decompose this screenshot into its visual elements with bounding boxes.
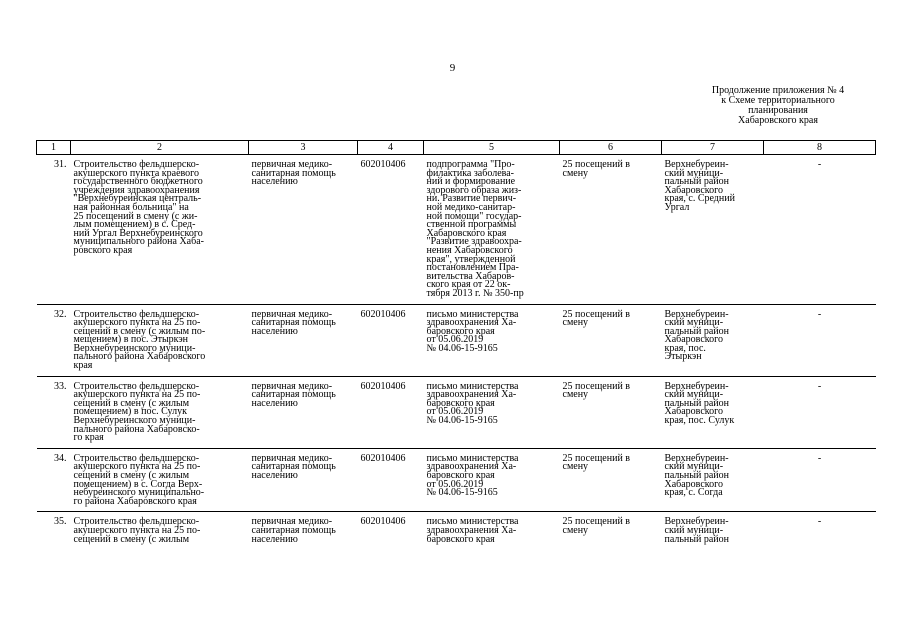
cell-line: № 04.06-15-9165 <box>426 415 498 427</box>
cell-line: 25 посещений в смену (с жи- <box>73 210 198 222</box>
cell-line: края, пос. Сулук <box>664 415 735 427</box>
cell-line: сещений в смену (с жилым <box>73 397 190 409</box>
object-type <box>249 304 358 376</box>
cell-line: края <box>73 360 93 372</box>
row-number: 35. <box>54 516 67 528</box>
basis-document <box>424 155 560 305</box>
object-code: 602010406 <box>358 155 424 305</box>
cell-line: ский муници- <box>664 461 724 473</box>
cell-line: Хабаровского <box>664 478 723 490</box>
cell-line: санитарная помощь <box>251 167 336 179</box>
cell-line: помещением) в пос. Сулук <box>73 406 187 418</box>
object-type <box>249 512 358 549</box>
object-capacity <box>560 512 662 549</box>
cell-line: акушерского пункта на 25 по- <box>73 389 201 401</box>
cell-line: ский муници- <box>664 167 724 179</box>
column-header: 8 <box>764 141 876 155</box>
cell-line: учреждения здравоохранения <box>73 184 200 196</box>
column-header: 3 <box>249 141 358 155</box>
cell-line: края, с. Согда <box>664 487 723 499</box>
cell-line: ский муници- <box>664 389 724 401</box>
cell-line: ной медико-санитар- <box>426 201 516 213</box>
table-row <box>37 448 876 512</box>
cell-line: постановлением Пра- <box>426 262 519 274</box>
row-number: 33. <box>37 376 71 448</box>
cell-line: населению <box>251 533 298 545</box>
object-code: 602010406 <box>358 376 424 448</box>
column-header: 7 <box>662 141 764 155</box>
cell-line: Хабаровского края <box>426 227 507 239</box>
cell-line: 25 посещений в <box>562 516 631 528</box>
cell-line: ний и формирование <box>426 176 516 188</box>
cell-line: смену <box>562 461 589 473</box>
cell-line: баровского края <box>426 397 495 409</box>
cell-line: Хабаровского <box>664 184 723 196</box>
cell-line: Верхнебуреин- <box>664 159 729 170</box>
cell-line: баровского края <box>426 470 495 481</box>
column-8-value: - <box>764 448 876 512</box>
cell-line: сещений в смену (с жилым <box>73 470 190 481</box>
cell-line: мещением) в пос. Этыркэн <box>73 334 189 346</box>
cell-line: Этыркэн <box>664 351 702 363</box>
cell-line: Верхнебуреинского муници- <box>73 415 196 427</box>
basis-document <box>424 448 560 512</box>
cell-line: № 04.06-15-9165 <box>426 342 498 354</box>
cell-line: Верхнебуреин- <box>664 516 729 528</box>
cell-line: акушерского пункта на 25 по- <box>73 317 201 329</box>
cell-line: ной помощи" государ- <box>426 210 522 222</box>
column-header: 1 <box>37 141 71 155</box>
basis-document <box>424 512 560 549</box>
row-number: 32. <box>37 304 71 376</box>
cell-line: письмо министерства <box>426 516 519 528</box>
appendix-caption <box>690 86 866 126</box>
cell-line: Строительство фельдшерско- <box>73 308 200 320</box>
cell-line: первичная медико- <box>251 452 333 464</box>
header-row <box>37 141 876 155</box>
cell-line: акушерского пункта на 25 по- <box>73 461 201 473</box>
cell-line: края", утвержденной <box>426 253 516 265</box>
basis-document <box>424 376 560 448</box>
cell-line: населению <box>251 176 298 188</box>
cell-line: населению <box>251 470 298 481</box>
table-row <box>37 304 876 376</box>
cell-line: "Развитие здравоохра- <box>426 236 522 248</box>
table-header <box>37 141 876 155</box>
cell-line: Хабаровского <box>664 334 723 346</box>
cell-line: здравоохранения Ха- <box>426 317 517 329</box>
object-code: 602010406 <box>358 304 424 376</box>
cell-line: Строительство фельдшерско- <box>73 159 200 170</box>
cell-line: Верхнебуреин- <box>664 452 729 464</box>
cell-line: санитарная помощь <box>251 389 336 401</box>
cell-line: пальный район <box>664 176 729 188</box>
column-header: 5 <box>424 141 560 155</box>
table-row <box>37 376 876 448</box>
object-type <box>249 155 358 305</box>
column-8-value: - <box>817 516 822 528</box>
cell-line: филактика заболева- <box>426 167 514 179</box>
cell-line: акушерского пункта краевого <box>73 167 200 179</box>
cell-line: Строительство фельдшерско- <box>73 516 200 528</box>
cell-line: ровского края <box>73 244 133 256</box>
cell-line: муниципального района Хаба- <box>73 236 204 248</box>
cell-line: санитарная помощь <box>251 524 336 536</box>
cell-line: нения Хабаровского <box>426 244 513 256</box>
cell-line: Верхнебуреин- <box>664 308 729 320</box>
cell-line: ский муници- <box>664 524 724 536</box>
cell-line: Верхнебуреинского муници- <box>73 342 196 354</box>
object-code: 602010406 <box>360 516 406 528</box>
object-name <box>71 304 249 376</box>
cell-line: смену <box>562 389 589 401</box>
object-name <box>71 512 249 549</box>
cell-line: государственного бюджетного <box>73 176 203 188</box>
cell-line: ний Ургал Верхнебуреинского <box>73 227 203 239</box>
cell-line: го района Хабаровского края <box>73 495 197 507</box>
cell-line: пальный район <box>664 533 729 545</box>
cell-line: пального района Хабаровско- <box>73 423 200 435</box>
cell-line: пальный район <box>664 325 729 337</box>
cell-line: сещений в смену (с жилым <box>73 533 190 545</box>
row-number: 34. <box>37 448 71 512</box>
object-type <box>249 448 358 512</box>
cell-line: 25 посещений в <box>562 380 631 392</box>
cell-line: здорового образа жиз- <box>426 184 522 196</box>
page-number: 9 <box>449 62 456 74</box>
cell-line: тября 2013 г. № 350-пр <box>426 287 524 299</box>
cell-line: Хабаровского <box>664 406 723 418</box>
cell-line: Верхнебуреин- <box>664 380 729 392</box>
object-name <box>71 376 249 448</box>
appendix-line: к Схеме территориального <box>721 95 835 106</box>
table-row <box>37 512 876 549</box>
cell-line: первичная медико- <box>251 159 333 170</box>
object-location <box>662 448 764 512</box>
cell-line: первичная медико- <box>251 308 333 320</box>
cell-line: го края <box>73 432 104 444</box>
cell-line: 25 посещений в <box>562 308 631 320</box>
object-location <box>662 512 764 549</box>
object-name <box>71 155 249 305</box>
appendix-line: Хабаровского края <box>738 115 818 126</box>
object-location <box>662 304 764 376</box>
cell-line: баровского края <box>426 533 495 545</box>
cell-line: здравоохранения Ха- <box>426 461 517 473</box>
cell-line: баровского края <box>426 325 495 337</box>
cell-line: 25 посещений в <box>562 159 631 170</box>
cell-line: письмо министерства <box>426 452 519 464</box>
cell-line: пальный район <box>664 397 729 409</box>
column-header: 4 <box>358 141 424 155</box>
cell-line: здравоохранения Ха- <box>426 524 517 536</box>
object-type <box>249 376 358 448</box>
cell-line: ского края от 22 ок- <box>426 279 511 291</box>
cell-line: "Верхнебуреинская централь- <box>73 193 202 205</box>
cell-line: санитарная помощь <box>251 317 336 329</box>
cell-line: Ургал <box>664 201 690 213</box>
cell-line: пального района Хабаровского <box>73 351 206 363</box>
cell-line: смену <box>562 167 589 179</box>
cell-line: № 04.06-15-9165 <box>426 487 498 499</box>
cell-line: населению <box>251 325 298 337</box>
cell-line: первичная медико- <box>251 380 333 392</box>
appendix-line: Продолжение приложения № 4 <box>711 85 845 96</box>
object-capacity <box>560 155 662 305</box>
cell-line: края, с. Средний <box>664 193 735 205</box>
object-name <box>71 448 249 512</box>
cell-line: санитарная помощь <box>251 461 336 473</box>
column-8-value: - <box>764 376 876 448</box>
cell-line: письмо министерства <box>426 380 519 392</box>
cell-line: ни. Развитие первич- <box>426 193 517 205</box>
cell-line: небуреинского муниципально- <box>73 487 205 499</box>
object-capacity <box>560 448 662 512</box>
cell-line: ственной программы <box>426 219 517 231</box>
cell-line: письмо министерства <box>426 308 519 320</box>
basis-document <box>424 304 560 376</box>
cell-line: пальный район <box>664 470 729 481</box>
object-code: 602010406 <box>358 448 424 512</box>
column-header: 2 <box>71 141 249 155</box>
object-location <box>662 376 764 448</box>
cell-line: Строительство фельдшерско- <box>73 452 200 464</box>
cell-line: от 05.06.2019 <box>426 334 484 346</box>
cell-line: ский муници- <box>664 317 724 329</box>
column-8-value: - <box>764 304 876 376</box>
cell-line: населению <box>251 397 298 409</box>
cell-line: помещением) в с. Согда Верх- <box>73 478 203 490</box>
cell-line: края, пос. <box>664 342 706 354</box>
cell-line: от 05.06.2019 <box>426 406 484 418</box>
cell-line: от 05.06.2019 <box>426 478 484 490</box>
cell-line: здравоохранения Ха- <box>426 389 517 401</box>
cell-line: акушерского пункта на 25 по- <box>73 524 201 536</box>
table-body <box>37 155 876 550</box>
appendix-line: планирования <box>748 105 808 116</box>
column-8-value: - <box>764 155 876 305</box>
column-header: 6 <box>560 141 662 155</box>
cell-line: вительства Хабаров- <box>426 270 515 282</box>
table-row <box>37 155 876 305</box>
cell-line: смену <box>562 317 589 329</box>
row-number: 31. <box>37 155 71 305</box>
cell-line: подпрограмма "Про- <box>426 159 515 170</box>
cell-line: лым помещением) в с. Сред- <box>73 219 196 231</box>
object-capacity <box>560 376 662 448</box>
planning-table <box>36 140 876 549</box>
cell-line: первичная медико- <box>251 516 333 528</box>
cell-line: Строительство фельдшерско- <box>73 380 200 392</box>
cell-line: 25 посещений в <box>562 452 631 464</box>
cell-line: ная районная больница" на <box>73 201 189 213</box>
cell-line: смену <box>562 524 589 536</box>
object-capacity <box>560 304 662 376</box>
object-location <box>662 155 764 305</box>
cell-line: сещений в смену (с жилым по- <box>73 325 206 337</box>
